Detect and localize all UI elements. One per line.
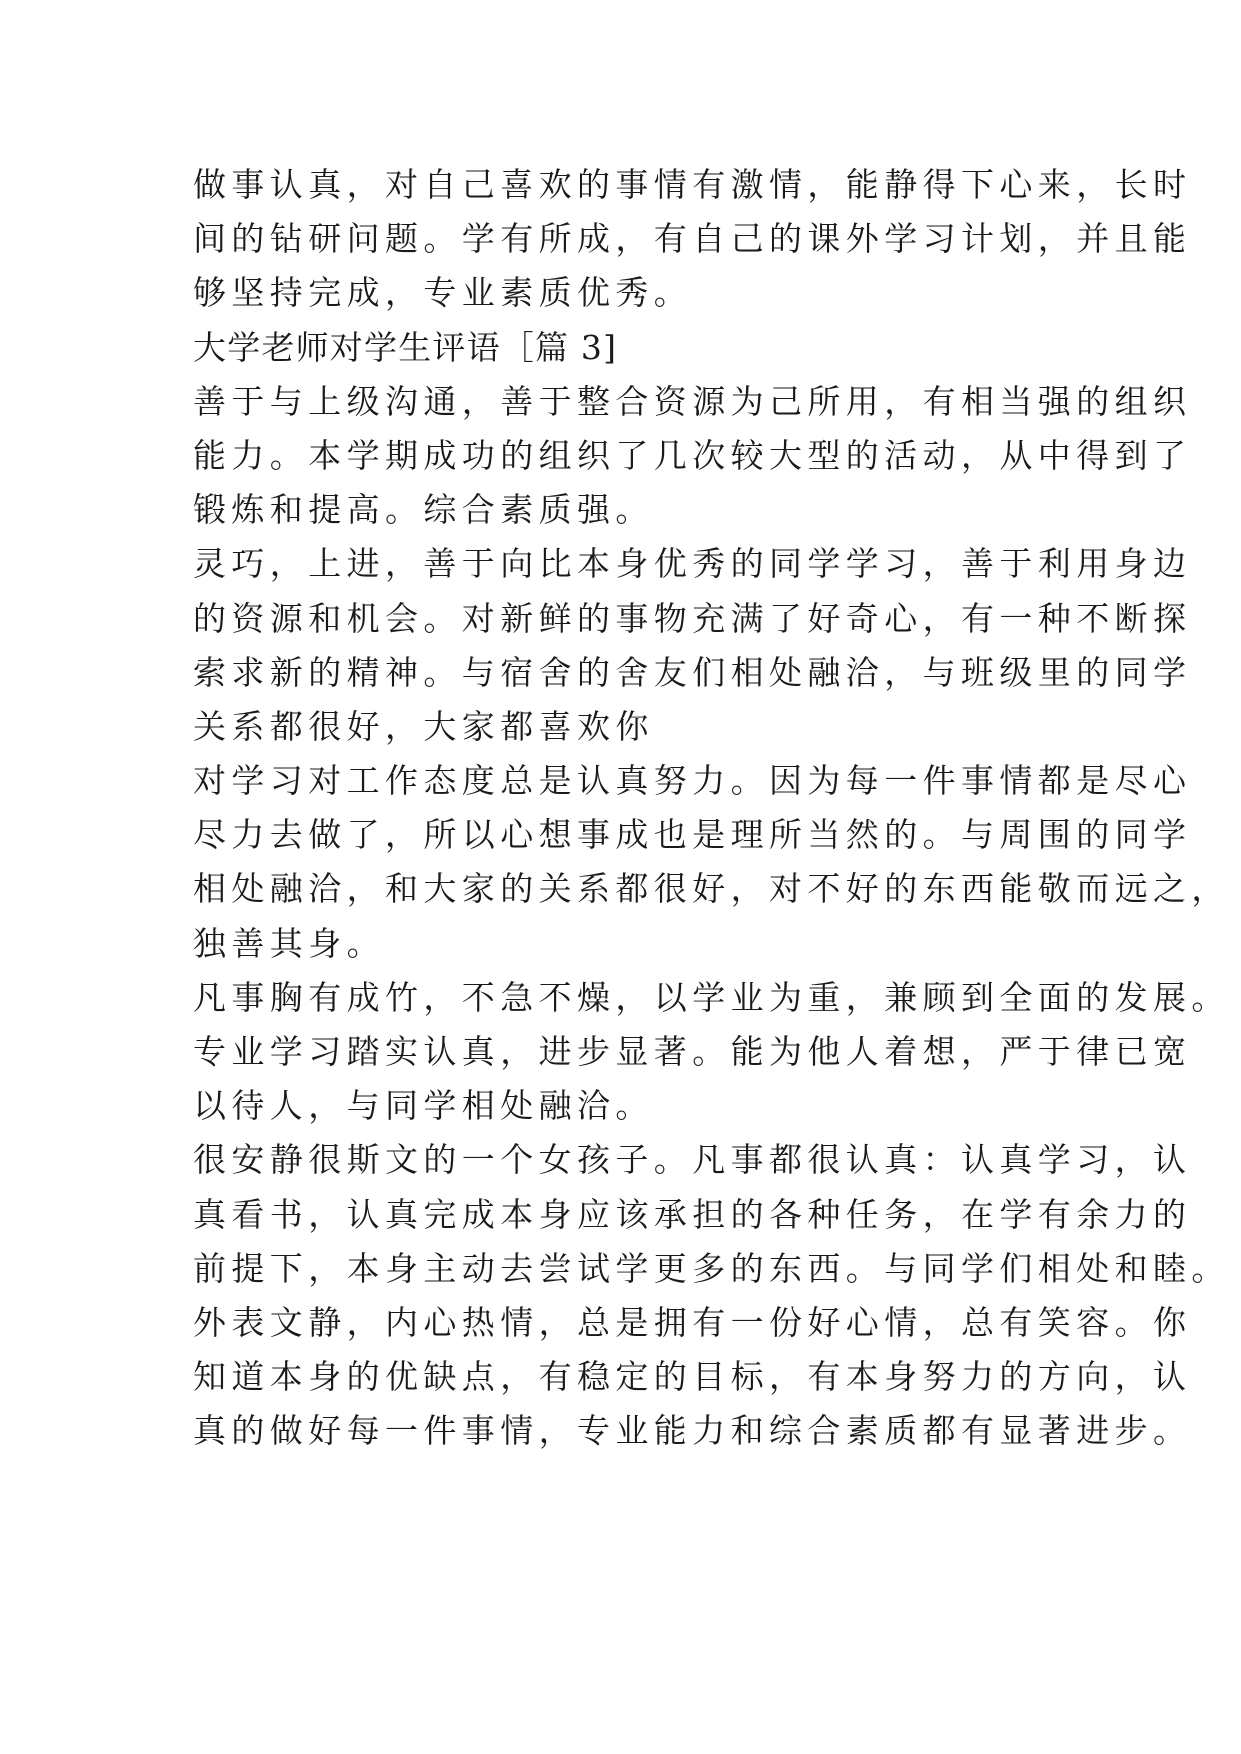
paragraph-line: 善于与上级沟通，善于整合资源为己所用，有相当强的组织 xyxy=(193,381,1192,421)
paragraph-line: 知道本身的优缺点，有稳定的目标，有本身努力的方向，认 xyxy=(193,1357,1192,1397)
paragraph-line: 做事认真，对自己喜欢的事情有激情，能静得下心来，长时 xyxy=(193,165,1192,204)
paragraph-line: 对学习对工作态度总是认真努力。因为每一件事情都是尽心 xyxy=(193,761,1192,801)
paragraph-line: 凡事胸有成竹，不急不燥，以学业为重，兼顾到全面的发展。 xyxy=(193,977,1230,1017)
paragraph-line: 专业学习踏实认真，进步显著。能为他人着想，严于律已宽 xyxy=(193,1032,1192,1071)
paragraph-line: 前提下，本身主动去尝试学更多的东西。与同学们相处和睦。 xyxy=(193,1248,1230,1288)
document-body xyxy=(193,158,1230,1459)
paragraph-line: 尽力去做了，所以心想事成也是理所当然的。与周围的同学 xyxy=(193,815,1192,855)
paragraph-line: 的资源和机会。对新鲜的事物充满了好奇心，有一种不断探 xyxy=(193,598,1192,638)
paragraph-line: 独善其身。 xyxy=(193,923,385,963)
section-heading: 大学老师对学生评语［篇 3] xyxy=(193,327,618,367)
paragraph-line: 灵巧，上进，善于向比本身优秀的同学学习，善于利用身边 xyxy=(193,544,1192,584)
paragraph-line: 能力。本学期成功的组织了几次较大型的活动，从中得到了 xyxy=(193,435,1192,475)
paragraph-line: 真看书，认真完成本身应该承担的各种任务，在学有余力的 xyxy=(193,1194,1192,1234)
paragraph-line: 真的做好每一件事情，专业能力和综合素质都有显著进步。 xyxy=(193,1411,1192,1451)
paragraph-line: 相处融洽，和大家的关系都很好，对不好的东西能敬而远之， xyxy=(193,869,1230,909)
paragraph-line: 外表文静，内心热情，总是拥有一份好心情，总有笑容。你 xyxy=(193,1302,1192,1342)
paragraph-line: 索求新的精神。与宿舍的舍友们相处融洽，与班级里的同学 xyxy=(193,652,1192,692)
paragraph-line: 间的钻研问题。学有所成，有自己的课外学习计划，并且能 xyxy=(193,219,1192,259)
paragraph-line: 很安静很斯文的一个女孩子。凡事都很认真：认真学习，认 xyxy=(193,1140,1192,1180)
paragraph-line: 以待人，与同学相处融洽。 xyxy=(193,1086,654,1126)
paragraph-line: 关系都很好，大家都喜欢你 xyxy=(193,706,654,746)
paragraph-line: 够坚持完成，专业素质优秀。 xyxy=(193,273,693,313)
paragraph-line: 锻炼和提高。综合素质强。 xyxy=(193,490,654,530)
